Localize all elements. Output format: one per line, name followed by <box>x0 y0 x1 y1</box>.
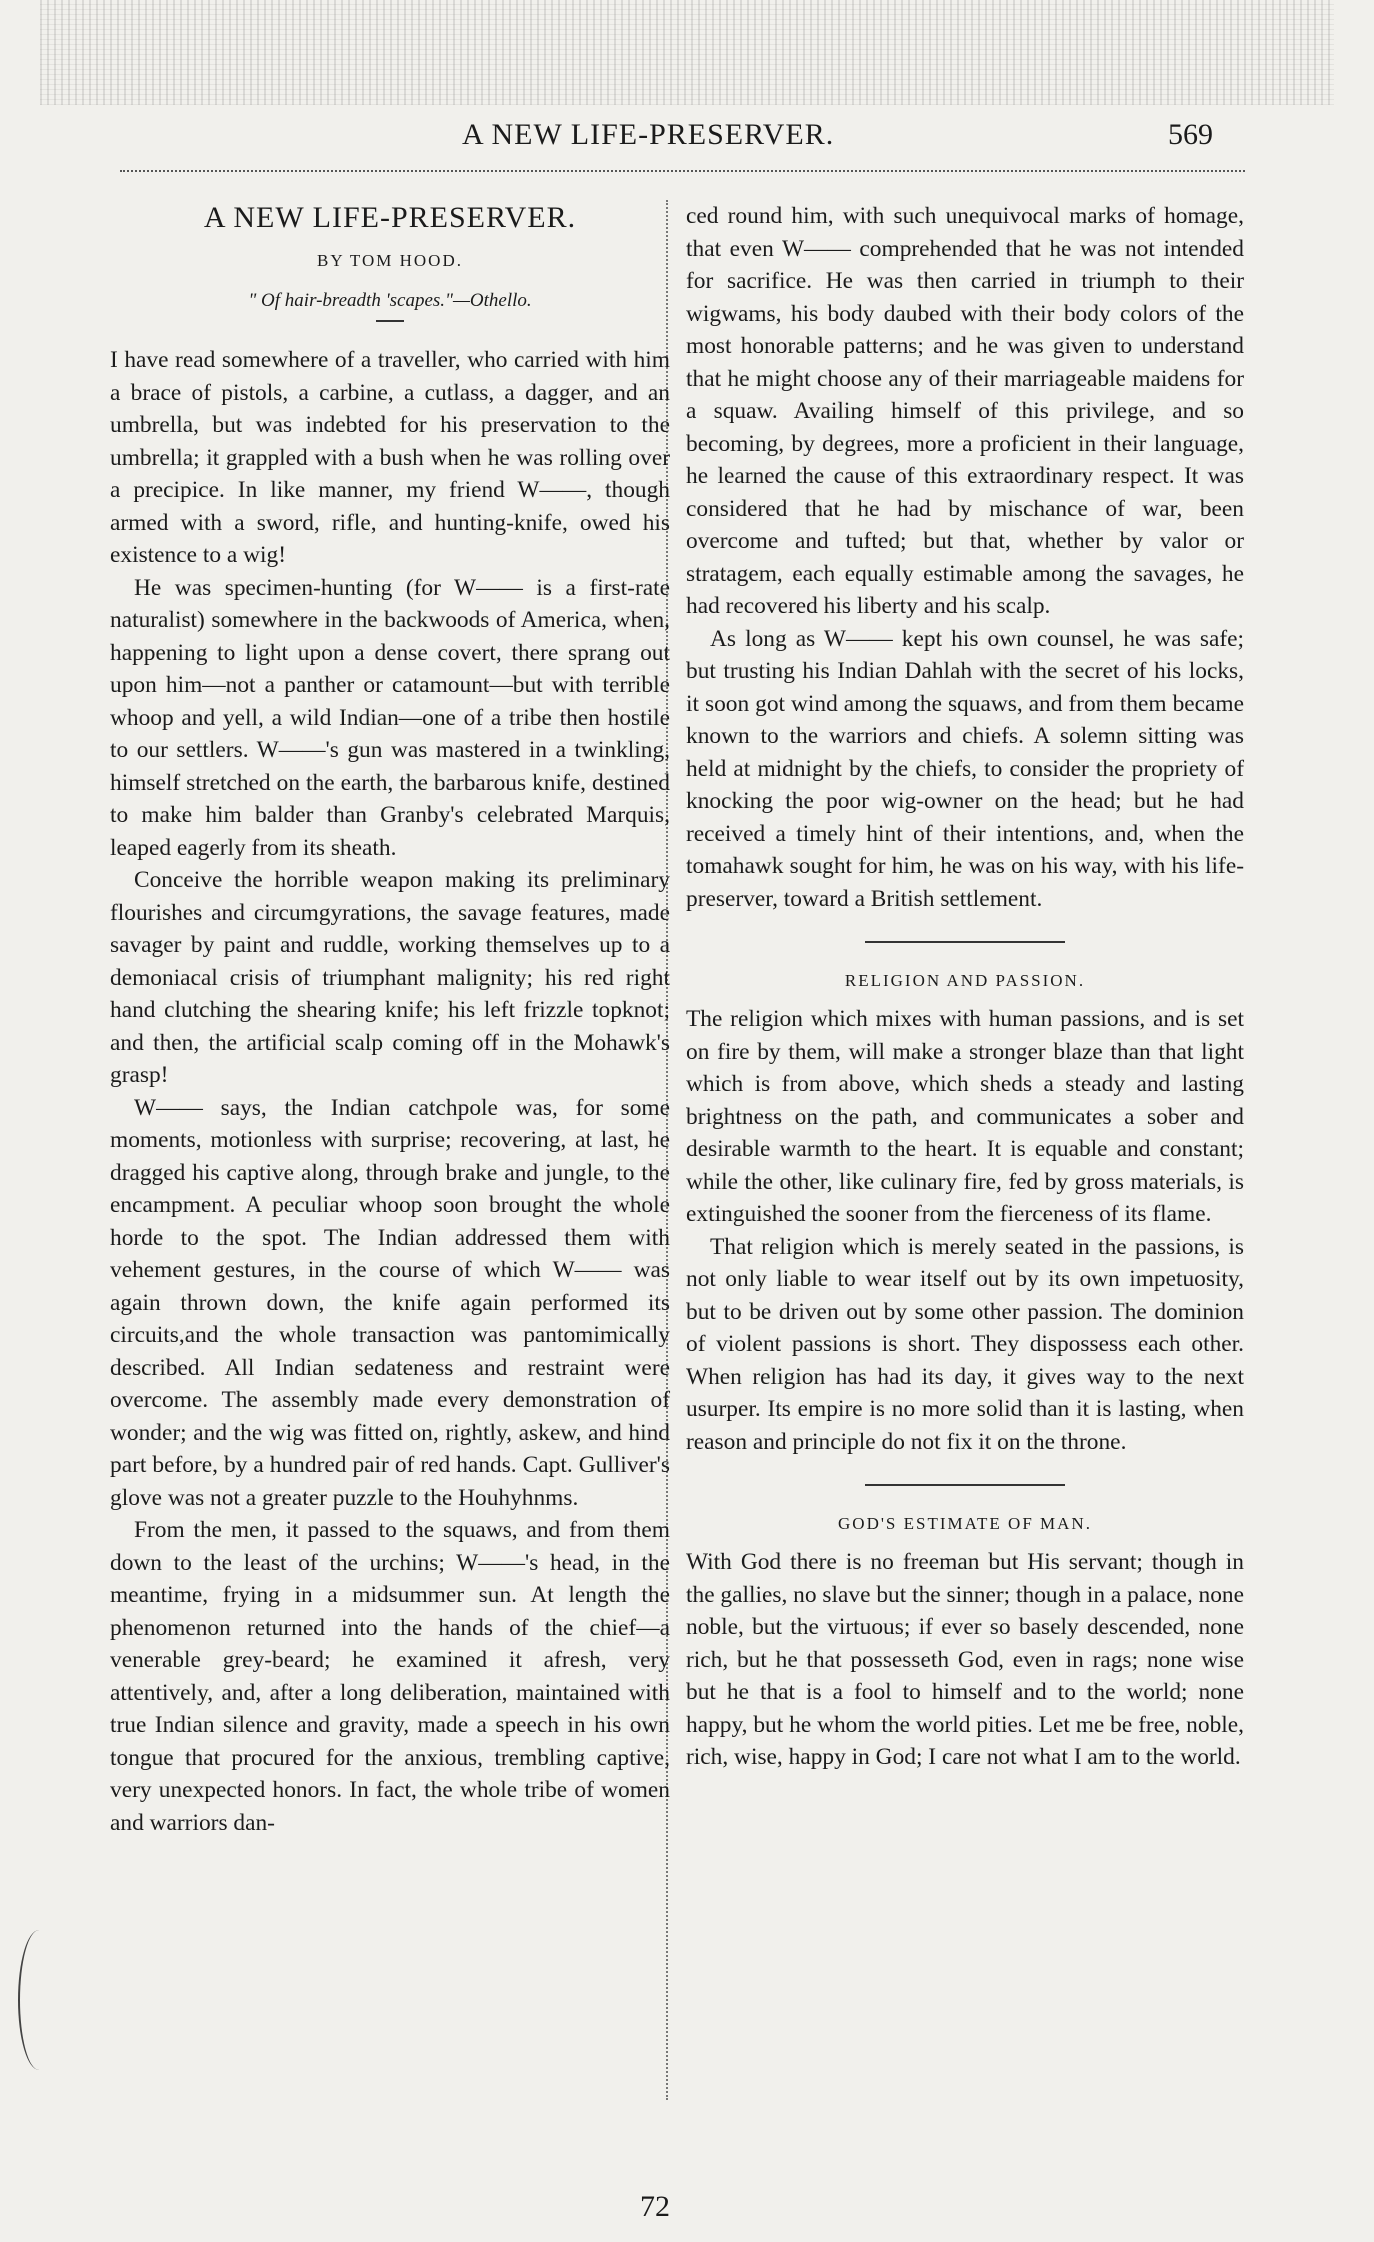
margin-bracket-mark <box>18 1930 60 2070</box>
paragraph: ced round him, with such unequivocal marks of homage, that even W—— comprehended that he was not intended for sacrifice. He was then carried in triumph to their wigwams, his body daubed with their body colors of the most honorable patterns; and he was given to understand that he might choose any of their marriageable maidens for a squaw. Availing himself of this privilege, and so becoming, by degrees, more a proficient in their language, he learned the cause of this extraordinary respect. It was considered that he had by mischance of war, been overcome and tufted; but that, whether by valor or stratagem, each equally estimable among the savages, he had recovered his liberty and his scalp. <box>686 203 1244 619</box>
article-title: A NEW LIFE-PRESERVER. <box>203 201 577 234</box>
header-rule <box>120 170 1245 172</box>
right-column <box>686 200 1244 1774</box>
paragraph: I have read somewhere of a traveller, who carried with him a brace of pistols, a carbine, a cutlass, a dagger, and an umbrella, but was indebted for his preservation to the umbrella; it grappled with a bush when he was rolling over a precipice. In like manner, my friend W——, though armed with a sword, rifle, and hunting-knife, owed his existence to a wig! <box>110 347 670 568</box>
article-epigraph: " Of hair-breadth 'scapes."—Othello. <box>248 290 532 311</box>
article-byline: BY TOM HOOD. <box>316 251 463 270</box>
divider <box>376 320 404 322</box>
paragraph: W—— says, the Indian catchpole was, for some moments, motionless with surprise; recovering, at last, he dragged his captive along, through brake and jungle, to the encampment. A peculiar whoop soon brought the whole horde to the spot. The Indian addressed them with vehement gestures, in the course of which W—— was again thrown down, the knife again performed its circuits,and the whole transaction was pantomimically described. All Indian sedateness and restraint were overcome. The assembly made every demonstration of wonder; and the wig was fitted on, rightly, askew, and hind part before, by a hundred pair of red hands. Capt. Gulliver's glove was not a greater puzzle to the Houhyhnms. <box>110 1094 670 1511</box>
running-head-title: A NEW LIFE-PRESERVER. <box>462 118 835 151</box>
paragraph: He was specimen-hunting (for W—— is a first-rate naturalist) somewhere in the backwoods of America, when, happening to light upon a dense covert, there sprang out upon him—not a panther or catamount—but with terrible whoop and yell, a wild Indian—one of a tribe then hostile to our settlers. W——'s gun was mastered in a twinkling, himself stretched on the earth, the barbarous knife, destined to make him balder than Granby's celebrated Marquis, leaped eagerly from its sheath. <box>110 574 670 861</box>
running-head <box>0 118 1374 158</box>
paragraph: As long as W—— kept his own counsel, he was safe; but trusting his Indian Dahlah with the secret of his locks, it soon got wind among the squaws, and from them became known to the warriors and chiefs. A solemn sitting was held at midnight by the chiefs, to consider the propriety of knocking the poor wig-owner on the head; but he had received a timely hint of their intentions, and, when the tomahawk sought for him, he was on his way, with his life-preserver, toward a British settlement. <box>686 625 1244 912</box>
paragraph: That religion which is merely seated in the passions, is not only liable to wear itself out by its own impetuosity, but to be driven out by some other passion. The dominion of violent passions is short. They dispossess each other. When religion has had its day, it gives way to the next usurper. Its empire is no more solid than it is lasting, when reason and principle do not fix it on the throne. <box>686 1233 1244 1455</box>
paragraph: Conceive the horrible weapon making its preliminary flourishes and circumgyrations, the savage features, made savager by paint and ruddle, working themselves up to a demoniacal crisis of triumphant malignity; his red right hand clutching the shearing knife; his left frizzle topknot; and then, the artificial scalp coming off in the Mohawk's grasp! <box>110 867 670 1088</box>
section-rule <box>865 1484 1065 1486</box>
paragraph: The religion which mixes with human passions, and is set on fire by them, will make a stronger blaze than that light which is from above, which sheds a steady and lasting brightness on the path, and communicates a sober and desirable warmth to the heart. It is equable and constant; while the other, like culinary fire, fed by gross materials, is extinguished the sooner from the fierceness of its flame. <box>686 1006 1244 1227</box>
page-number: 569 <box>1168 118 1213 151</box>
left-column <box>110 200 670 1839</box>
paragraph: From the men, it passed to the squaws, and from them down to the least of the urchins; W——'s head, in the meantime, frying in a midsummer sun. At length the phenomenon returned into the hands of the chief—a venerable grey-beard; he examined it afresh, very attentively, and, after a long deliberation, maintained with true Indian silence and gravity, made a speech in his own tongue that procured for the anxious, trembling captive, very unexpected honors. In fact, the whole tribe of women and warriors dan- <box>110 1517 670 1836</box>
section-title: GOD'S ESTIMATE OF MAN. <box>838 1514 1092 1533</box>
folio-number: 72 <box>640 2190 670 2223</box>
scan-noise <box>40 0 1334 105</box>
section-title: RELIGION AND PASSION. <box>844 971 1086 990</box>
paragraph: With God there is no freeman but His servant; though in the gallies, no slave but the sinner; though in a palace, none noble, but the virtuous; if ever so basely descended, none rich, but he that possesseth God, even in rags; none wise but he that is a fool to himself and to the world; none happy, but he whom the world pities. Let me be free, noble, rich, wise, happy in God; I care not what I am to the world. <box>686 1549 1244 1770</box>
section-rule <box>865 941 1065 943</box>
